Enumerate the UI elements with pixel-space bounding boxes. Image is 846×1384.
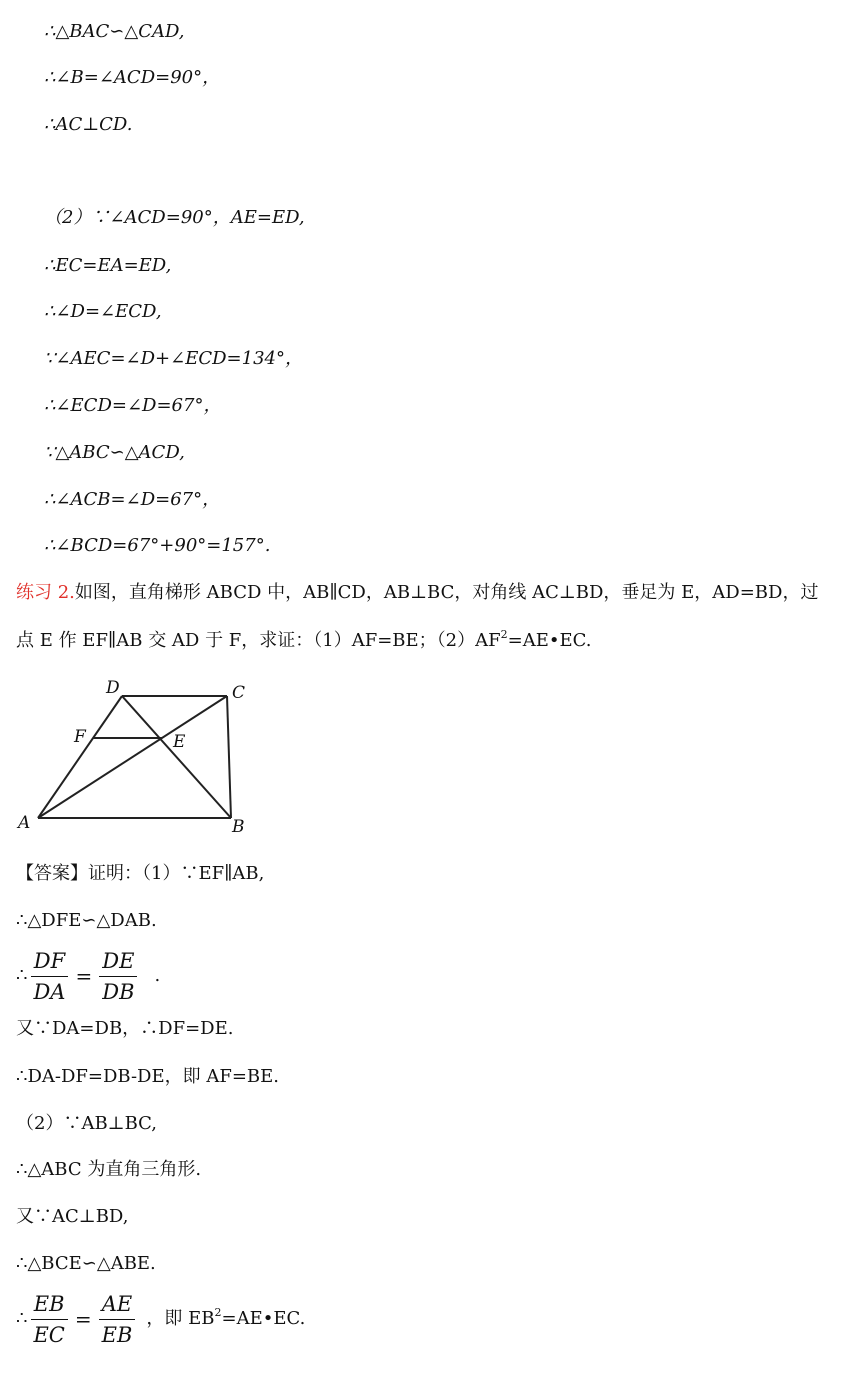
- answer-line: ∴△ABC 为直角三角形.: [16, 1159, 202, 1180]
- answer-line: 【答案】证明：（1）∵EF∥AB,: [16, 863, 265, 884]
- proof-line: ∴EC=EA=ED,: [44, 255, 172, 276]
- answer-line: ∴△BCE∽△ABE.: [16, 1253, 156, 1274]
- fraction: $\frac{AE}{EB}$: [99, 1292, 136, 1347]
- segment-da: [38, 696, 122, 818]
- label-d: D: [106, 678, 120, 698]
- diagonal-bd: [122, 696, 231, 818]
- label-e: E: [173, 732, 186, 752]
- proof-line: ∴∠BCD=67°+90°=157°.: [44, 535, 271, 556]
- proof-line: ∴∠ECD=∠D=67°，: [44, 395, 222, 416]
- diagonal-ac: [38, 696, 227, 818]
- proof-line: ∴∠D=∠ECD,: [44, 301, 162, 322]
- label-f: F: [74, 727, 86, 747]
- exercise-label: 练习 2.: [16, 582, 75, 603]
- answer-line: ∴△DFE∽△DAB.: [16, 910, 157, 931]
- proof-line: ∵△ABC∽△ACD,: [44, 442, 185, 463]
- exercise-line-2: 点 E 作 EF∥AB 交 AD 于 F，求证：（1）AF=BE；$(2)AF^2=AE•EC$.: [16, 628, 592, 651]
- label-b: B: [232, 817, 245, 836]
- proof-line: ∴AC⊥CD.: [44, 114, 133, 135]
- label-c: C: [232, 683, 246, 703]
- label-a: A: [18, 813, 31, 833]
- fraction: $\frac{EB}{EC}$: [30, 1292, 67, 1347]
- proof-line: ∴∠B=∠ACD=90°，: [44, 67, 221, 88]
- proof-line: ∵∠AEC=∠D+∠ECD=134°，: [44, 348, 303, 369]
- segment-bc: [227, 696, 231, 818]
- fraction: $\frac{DE}{DB}$: [99, 949, 137, 1004]
- proof-line: （2）∵∠ACD=90°，AE=ED,: [44, 207, 305, 228]
- proof-line: ∴∠ACB=∠D=67°，: [44, 489, 221, 510]
- answer-line: 又∵DA=DB，∴DF=DE.: [16, 1018, 234, 1039]
- answer-line: 又∵AC⊥BD,: [16, 1206, 129, 1227]
- exercise-line-1: [16, 581, 818, 605]
- proof-line: ∴△BAC∽△CAD,: [44, 21, 185, 42]
- answer-line: ∴DA-DF=DB-DE，即 AF=BE.: [16, 1066, 279, 1087]
- answer-fraction-line: ∴ $\frac{EB}{EC}$ = $\frac{AE}{EB}$ ，即 $EB^2=AE•EC$.: [16, 1291, 306, 1347]
- trapezoid-figure: [14, 676, 254, 836]
- fraction: $\frac{DF}{DA}$: [30, 949, 68, 1004]
- answer-line: （2）∵AB⊥BC,: [16, 1113, 158, 1134]
- answer-fraction-line: ∴ $\frac{DF}{DA}$ = $\frac{DE}{DB}$ .: [16, 948, 161, 1004]
- exercise-text: 如图，直角梯形 ABCD 中，AB∥CD，AB⊥BC，对角线 AC⊥BD，垂足为 E，AD=BD，过: [74, 582, 819, 603]
